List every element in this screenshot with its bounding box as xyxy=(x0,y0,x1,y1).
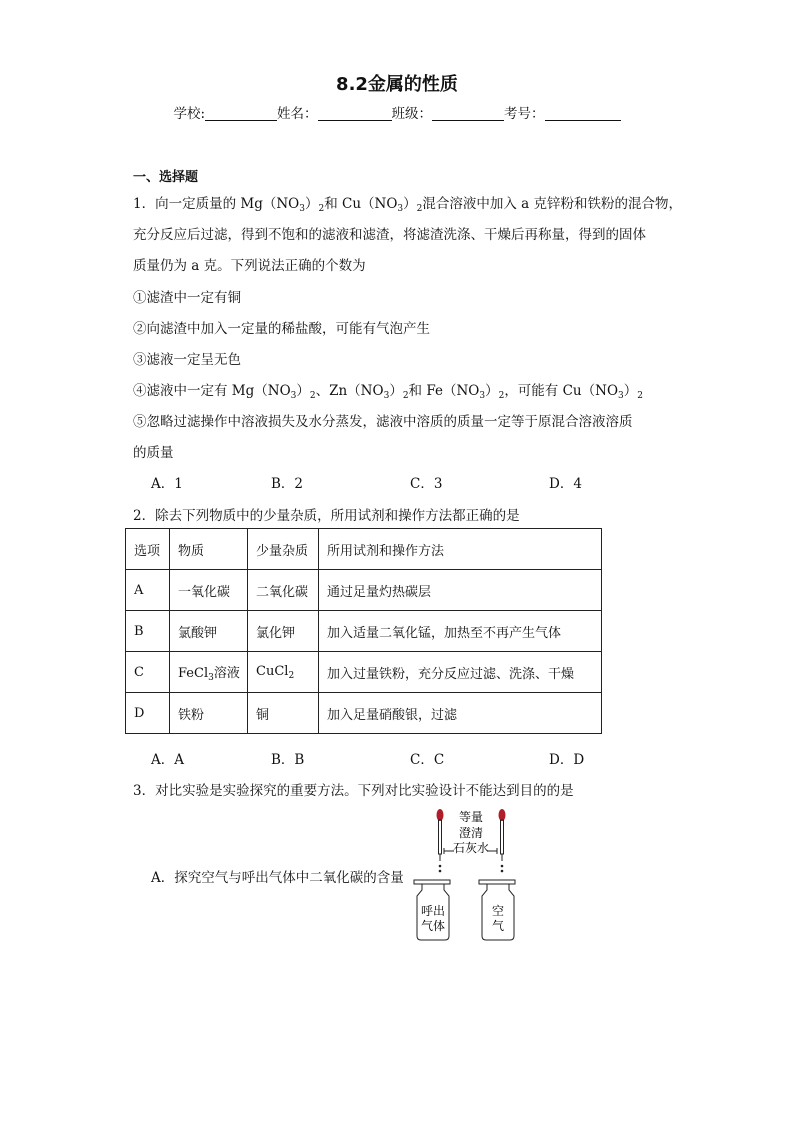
name-blank[interactable] xyxy=(318,106,392,121)
q2-option-a[interactable]: A．A xyxy=(151,752,184,768)
table-cell: 加入足量硝酸银，过滤 xyxy=(319,693,602,734)
right-bottle-icon xyxy=(479,880,515,940)
left-bottle-label-1: 呼出 xyxy=(420,904,446,918)
q1-option-c[interactable]: C．3 xyxy=(410,476,443,492)
table-header-row xyxy=(126,529,602,570)
q2-stem: 2．除去下列物质中的少量杂质，所用试剂和操作方法都正确的是 xyxy=(133,508,520,524)
table-header-cell: 选项 xyxy=(126,529,170,570)
table-row xyxy=(126,611,602,652)
table-cell: 铜 xyxy=(248,693,319,734)
q1-item2: ②向滤渣中加入一定量的稀盐酸，可能有气泡产生 xyxy=(133,321,430,337)
q1-item3: ③滤液一定呈无色 xyxy=(133,352,241,368)
table-cell: 铁粉 xyxy=(170,693,248,734)
class-blank[interactable] xyxy=(432,106,504,121)
table-cell: A xyxy=(126,570,170,611)
table-cell: 一氧化碳 xyxy=(170,570,248,611)
right-bottle-label-2: 气 xyxy=(491,919,505,933)
table-cell: C xyxy=(126,652,170,693)
q3-stem: 3．对比实验是实验探究的重要方法。下列对比实验设计不能达到目的的是 xyxy=(133,783,574,799)
page-title: 8.2金属的性质 xyxy=(336,74,458,95)
school-blank[interactable] xyxy=(205,106,277,121)
left-bottle-label-2: 气体 xyxy=(420,919,446,933)
q1-item4: ④滤液中一定有 $Mg(NO_3)_2$、$Zn(NO_3)_2$和 $Fe(NO_3)_2$，可能有 $Cu(NO_3)_2$ xyxy=(133,383,643,401)
name-label: 姓名： xyxy=(277,106,318,122)
q1-line3: 质量仍为 a 克。下列说法正确的个数为 xyxy=(133,258,366,274)
class-label: 班级： xyxy=(391,106,433,122)
exam-no-blank[interactable] xyxy=(545,106,621,121)
q1-item5-line1: ⑤忽略过滤操作中溶液损失及水分蒸发，滤液中溶质的质量一定等于原混合溶液溶质 xyxy=(133,414,633,430)
q2-table xyxy=(125,528,602,734)
label-equal-amount: 等量 xyxy=(458,810,484,824)
exam-no-label: 考号： xyxy=(504,106,545,122)
table-header-cell: 物质 xyxy=(170,529,248,570)
right-dropper-icon xyxy=(499,809,506,872)
table-header-cell: 少量杂质 xyxy=(248,529,319,570)
table-cell: 加入过量铁粉，充分反应过滤、洗涤、干燥 xyxy=(319,652,602,693)
q1-item5-line2: 的质量 xyxy=(133,445,174,461)
left-bottle-icon xyxy=(414,880,450,940)
q2-option-c[interactable]: C．C xyxy=(410,752,445,768)
table-cell: 氯酸钾 xyxy=(170,611,248,652)
table-row xyxy=(126,570,602,611)
table-cell: 加入适量二氧化锰，加热至不再产生气体 xyxy=(319,611,602,652)
left-dropper-icon xyxy=(437,809,444,872)
table-cell: 通过足量灼热碳层 xyxy=(319,570,602,611)
table-cell: D xyxy=(126,693,170,734)
apparatus-diagram xyxy=(400,804,530,944)
table-cell: 二氧化碳 xyxy=(248,570,319,611)
q1-option-b[interactable]: B．2 xyxy=(271,476,304,492)
table-cell: CuCl$_2$ xyxy=(248,652,319,693)
label-limewater: 石灰水 xyxy=(452,841,490,855)
table-header-cell: 所用试剂和操作方法 xyxy=(319,529,602,570)
table-cell: B xyxy=(126,611,170,652)
q1-line1: 1．向一定质量的 $Mg(NO_3)_2$和 $Cu(NO_3)_2$混合溶液中加入 a 克锌粉和铁粉的混合物， xyxy=(133,196,683,214)
student-info-line xyxy=(0,102,794,122)
section-heading: 一、选择题 xyxy=(133,170,199,185)
table-row xyxy=(126,652,602,693)
q1-item1: ①滤渣中一定有铜 xyxy=(133,290,241,306)
q1-option-d[interactable]: D．4 xyxy=(549,476,582,492)
table-cell: 氯化钾 xyxy=(248,611,319,652)
school-label: 学校: xyxy=(173,106,206,122)
q2-option-b[interactable]: B．B xyxy=(271,752,305,768)
right-bottle-label-1: 空 xyxy=(491,904,505,918)
q1-line2: 充分反应后过滤，得到不饱和的滤液和滤渣，将滤渣洗涤、干燥后再称量，得到的固体 xyxy=(133,227,646,243)
label-clear: 澄清 xyxy=(458,826,484,840)
q3-option-a[interactable]: A．探究空气与呼出气体中二氧化碳的含量 xyxy=(151,870,404,886)
table-cell: FeCl$_3$溶液 xyxy=(170,652,248,693)
q2-option-d[interactable]: D．D xyxy=(549,752,585,768)
table-row xyxy=(126,693,602,734)
q1-option-a[interactable]: A．1 xyxy=(151,476,183,492)
